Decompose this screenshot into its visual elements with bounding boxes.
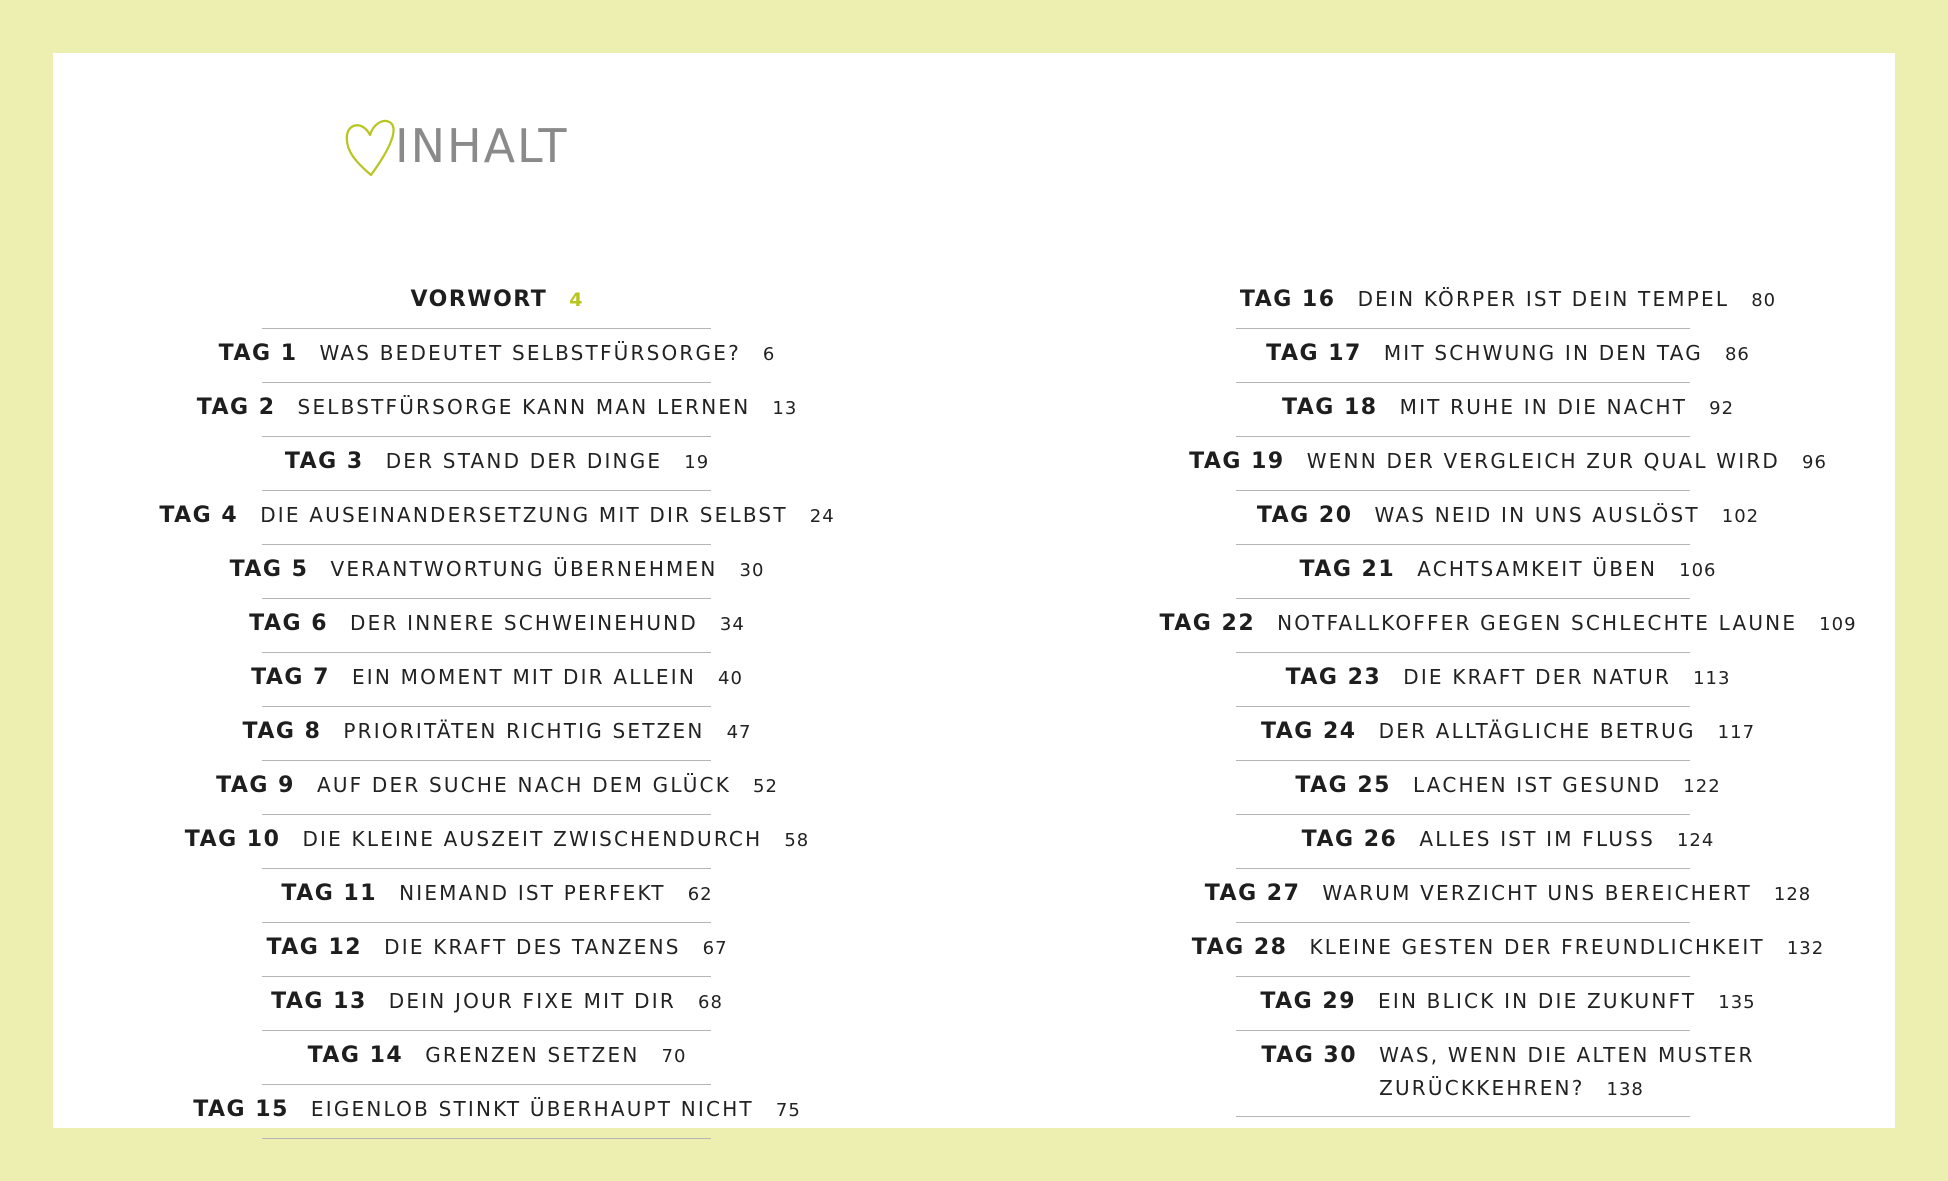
toc-entry-page-number: 106 (1679, 560, 1717, 581)
toc-entry-day: TAG 10 (184, 827, 281, 852)
toc-entry-line (285, 449, 709, 474)
toc-entry-day: TAG 6 (249, 611, 329, 636)
toc-entry-title: PRIORITÄTEN RICHTIG SETZEN (343, 719, 705, 743)
toc-entry-day: TAG 3 (284, 449, 364, 474)
toc-entry-line (251, 665, 743, 690)
toc-entry-line (271, 989, 723, 1014)
toc-heading (343, 113, 568, 179)
toc-entry-line (185, 827, 809, 852)
toc-divider (1236, 814, 1690, 815)
toc-entry-title-line2: ZURÜCKKEHREN? (1379, 1076, 1585, 1100)
toc-entry-line (216, 773, 778, 798)
toc-entry-page-number: 86 (1724, 344, 1750, 365)
toc-entry-page-number: 132 (1786, 938, 1825, 959)
toc-divider (262, 490, 711, 491)
toc-entry-day: TAG 24 (1260, 719, 1357, 744)
toc-entry-page-number: 52 (753, 776, 778, 797)
toc-divider (262, 1030, 711, 1031)
toc-entry-page-number: 70 (661, 1046, 687, 1067)
heading-title: INHALT (395, 119, 569, 173)
toc-entry-line (249, 611, 745, 636)
toc-entry-day: TAG 23 (1285, 665, 1382, 690)
toc-entry-page-number: 24 (809, 506, 835, 527)
toc-entry-page-number: 138 (1606, 1079, 1644, 1100)
toc-divider (1236, 652, 1690, 653)
toc-divider (262, 976, 711, 977)
toc-divider (262, 868, 711, 869)
toc-entry-page-number: 47 (726, 722, 752, 743)
toc-entry-title: DIE KRAFT DER NATUR (1403, 665, 1672, 689)
toc-divider (262, 652, 711, 653)
toc-entry-day: TAG 21 (1299, 557, 1396, 582)
toc-entry-day: TAG 26 (1301, 827, 1398, 852)
toc-divider (1236, 868, 1690, 869)
toc-entry-line (411, 287, 584, 312)
toc-divider (262, 760, 711, 761)
toc-entry-title: VERANTWORTUNG ÜBERNEHMEN (330, 557, 718, 581)
toc-entry-line (1295, 773, 1720, 798)
toc-entry-page-number: 109 (1819, 614, 1857, 635)
toc-entry-day: TAG 4 (159, 503, 239, 528)
toc-entry-day: TAG 29 (1260, 989, 1357, 1014)
toc-entry-day: TAG 9 (216, 773, 295, 798)
toc-entry-page-number: 62 (687, 884, 713, 905)
toc-entry-title: EIN MOMENT MIT DIR ALLEIN (351, 665, 696, 689)
toc-entry-line (219, 341, 776, 366)
toc-entry-day: TAG 16 (1239, 287, 1336, 312)
heart-outline-icon (343, 113, 399, 179)
toc-entry-day: TAG 17 (1266, 341, 1362, 366)
toc-entry-day: TAG 14 (307, 1043, 404, 1068)
toc-entry-title: DIE AUSEINANDERSETZUNG MIT DIR SELBST (260, 503, 788, 527)
toc-entry-title: KLEINE GESTEN DER FREUNDLICHKEIT (1309, 935, 1765, 959)
toc-divider (262, 1084, 711, 1085)
toc-entry-title: NIEMAND IST PERFEKT (399, 881, 666, 905)
toc-entry-page-number: 80 (1751, 290, 1777, 311)
toc-entry-day: TAG 20 (1256, 503, 1353, 528)
toc-divider (262, 1138, 711, 1139)
toc-entry-day: TAG 5 (229, 557, 309, 582)
toc-divider (1236, 544, 1690, 545)
toc-entry-title: WAS BEDEUTET SELBSTFÜRSORGE? (319, 341, 741, 365)
toc-entry-day: TAG 12 (266, 935, 363, 960)
toc-divider (1236, 1030, 1690, 1031)
toc-entry-title: AUF DER SUCHE NACH DEM GLÜCK (316, 773, 732, 797)
toc-entry-line (1260, 989, 1755, 1014)
toc-divider (262, 544, 711, 545)
toc-divider (1236, 490, 1690, 491)
toc-entry-page-number: 92 (1709, 398, 1735, 419)
toc-entry-title: DIE KRAFT DES TANZENS (384, 935, 681, 959)
toc-entry-line (197, 395, 798, 420)
toc-entry-line (1300, 557, 1717, 582)
toc-entry-line (281, 881, 712, 906)
toc-entry-title: LACHEN IST GESUND (1413, 773, 1662, 797)
toc-entry-title: SELBSTFÜRSORGE KANN MAN LERNEN (297, 395, 751, 419)
toc-entry-line (243, 719, 752, 744)
toc-entry-title: DER ALLTÄGLICHE BETRUG (1378, 719, 1696, 743)
toc-entry-title: WAS NEID IN UNS AUSLÖST (1374, 503, 1700, 527)
toc-divider (1236, 598, 1690, 599)
toc-divider (1236, 976, 1690, 977)
toc-entry-title: WARUM VERZICHT UNS BEREICHERT (1322, 881, 1752, 905)
toc-entry-page-number: 102 (1721, 506, 1760, 527)
toc-entry-day: TAG 13 (271, 989, 367, 1014)
toc-entry-page-number: 75 (775, 1100, 801, 1121)
toc-entry-title: DER STAND DER DINGE (385, 449, 663, 473)
toc-entry-title: WAS, WENN DIE ALTEN MUSTER (1379, 1043, 1755, 1067)
toc-entry-day: TAG 7 (251, 665, 330, 690)
toc-entry-line (1286, 665, 1731, 690)
toc-entry-line (1266, 341, 1750, 366)
toc-entry-line (1159, 611, 1856, 636)
toc-entry-line (1240, 287, 1776, 312)
toc-entry-day: TAG 8 (242, 719, 322, 744)
toc-entry-title: MIT RUHE IN DIE NACHT (1399, 395, 1688, 419)
toc-entry-line (193, 1097, 801, 1122)
toc-entry-day: TAG 1 (218, 341, 298, 366)
toc-entry-line (1282, 395, 1734, 420)
toc-entry-title: DEIN JOUR FIXE MIT DIR (388, 989, 676, 1013)
toc-entry-title: ALLES IST IM FLUSS (1419, 827, 1655, 851)
toc-entry-day: TAG 15 (193, 1097, 289, 1122)
toc-entry-day: TAG 11 (281, 881, 378, 906)
toc-entry-title: MIT SCHWUNG IN DEN TAG (1383, 341, 1703, 365)
toc-entry-day: TAG 30 (1261, 1043, 1358, 1068)
toc-entry-page-number: 30 (739, 560, 765, 581)
toc-entry-line (159, 503, 834, 528)
toc-entry-day: TAG 28 (1191, 935, 1288, 960)
toc-entry-page-number: 40 (717, 668, 743, 689)
toc-divider (1236, 922, 1690, 923)
toc-entry-page-number: 117 (1717, 722, 1756, 743)
toc-entry-title: ACHTSAMKEIT ÜBEN (1417, 557, 1658, 581)
toc-divider (262, 382, 711, 383)
toc-entry-line (266, 935, 727, 960)
book-page (53, 53, 1895, 1128)
toc-divider (1236, 1116, 1690, 1117)
toc-divider (262, 814, 711, 815)
toc-divider (262, 436, 711, 437)
toc-entry-day: TAG 19 (1189, 449, 1285, 474)
toc-divider (1236, 328, 1690, 329)
toc-entry-line (1205, 881, 1811, 906)
toc-divider (1236, 706, 1690, 707)
toc-entry-page-number: 68 (697, 992, 723, 1013)
toc-entry-page-number: 96 (1802, 452, 1827, 473)
toc-entry-page-number: 124 (1676, 830, 1715, 851)
toc-entry-page-number: 13 (772, 398, 798, 419)
toc-entry-day: TAG 2 (196, 395, 276, 420)
toc-entry-line (1261, 1043, 1754, 1068)
toc-entry-line (1257, 503, 1759, 528)
toc-entry-title: EIGENLOB STINKT ÜBERHAUPT NICHT (310, 1097, 754, 1121)
toc-entry-day: TAG 27 (1204, 881, 1301, 906)
toc-entry-page-number: 6 (762, 344, 776, 365)
toc-divider (262, 328, 711, 329)
toc-entry-day: TAG 22 (1159, 611, 1256, 636)
toc-entry-line (1302, 827, 1715, 852)
toc-entry-title: WENN DER VERGLEICH ZUR QUAL WIRD (1306, 449, 1781, 473)
toc-divider (1236, 382, 1690, 383)
toc-entry-title-continued (1379, 1076, 1644, 1100)
toc-entry-page-number: 128 (1773, 884, 1812, 905)
toc-entry-day: VORWORT (410, 287, 548, 312)
toc-entry-day: TAG 18 (1281, 395, 1378, 420)
toc-divider (262, 598, 711, 599)
toc-divider (262, 922, 711, 923)
toc-entry-page-number: 67 (702, 938, 728, 959)
toc-entry-day: TAG 25 (1295, 773, 1392, 798)
toc-entry-title: DEIN KÖRPER IST DEIN TEMPEL (1357, 287, 1730, 311)
toc-entry-page-number: 113 (1693, 668, 1731, 689)
toc-entry-line (1261, 719, 1755, 744)
toc-entry-title: DER INNERE SCHWEINEHUND (350, 611, 698, 635)
toc-entry-line (1192, 935, 1824, 960)
toc-entry-title: EIN BLICK IN DIE ZUKUNFT (1378, 989, 1697, 1013)
toc-entry-title: NOTFALLKOFFER GEGEN SCHLECHTE LAUNE (1277, 611, 1798, 635)
toc-entry-line (230, 557, 765, 582)
toc-entry-page-number: 135 (1718, 992, 1756, 1013)
toc-entry-page-number: 34 (719, 614, 745, 635)
toc-entry-line (1189, 449, 1827, 474)
toc-divider (262, 706, 711, 707)
toc-divider (1236, 436, 1690, 437)
toc-entry-page-number: 58 (784, 830, 810, 851)
toc-entry-page-number: 4 (569, 289, 584, 311)
toc-entry-page-number: 19 (684, 452, 710, 473)
toc-entry-title: DIE KLEINE AUSZEIT ZWISCHENDURCH (302, 827, 763, 851)
toc-entry-line (308, 1043, 687, 1068)
toc-entry-title: GRENZEN SETZEN (425, 1043, 640, 1067)
toc-divider (1236, 760, 1690, 761)
toc-entry-page-number: 122 (1683, 776, 1721, 797)
